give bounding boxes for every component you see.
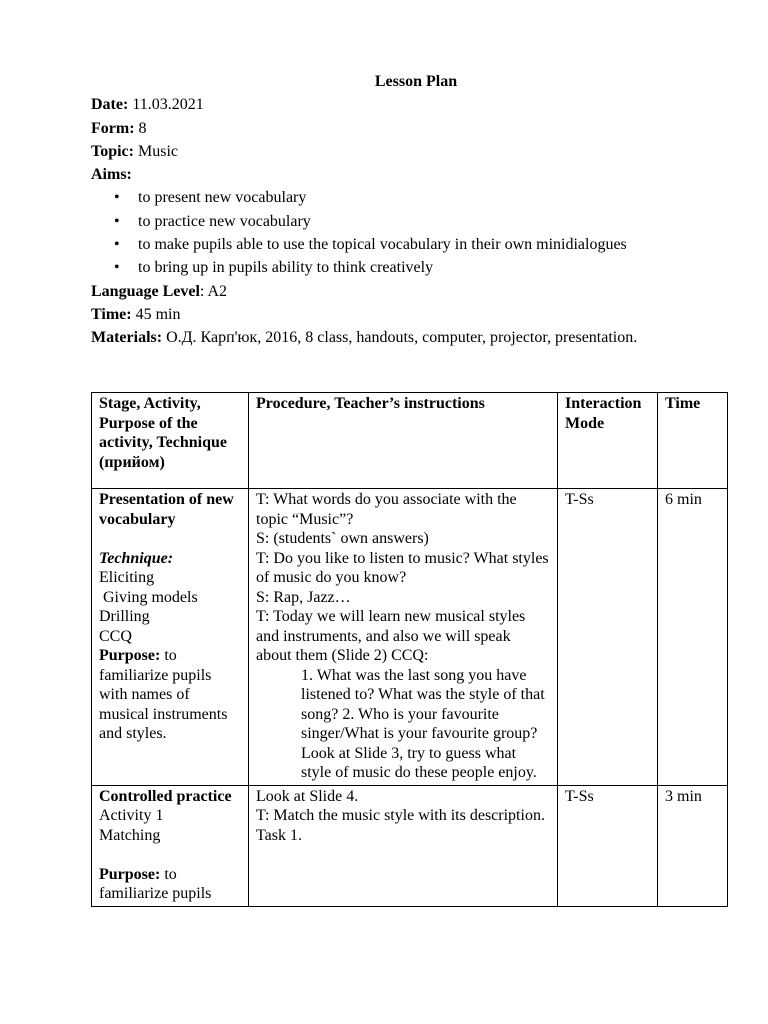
activity-label: Activity 1 (99, 807, 164, 824)
procedure-line: T: Match the music style with its description. (256, 807, 545, 824)
aim-item: • to present new vocabulary (138, 186, 731, 209)
purpose-label: Purpose: (99, 647, 161, 664)
aims-line (91, 163, 731, 186)
activity-type: Matching (99, 826, 161, 844)
language-level-line (91, 280, 731, 303)
procedure-line: T: Today we will learn new musical styles and instruments, and also we will speak about them (Slide 2) CCQ: (256, 608, 526, 664)
topic-line (91, 140, 731, 163)
purpose-value: to familiarize pupils with names of musical instruments and styles. (99, 647, 228, 742)
header-time: Time (658, 393, 728, 489)
procedure-line: S: Rap, Jazz… (256, 588, 351, 606)
stage-cell (92, 489, 249, 786)
table-header-row (92, 393, 728, 489)
language-level-label: Language Level (91, 282, 200, 300)
date-line (91, 93, 731, 116)
lesson-plan-header (91, 70, 731, 350)
topic-value: Music (133, 142, 178, 160)
interaction-mode-cell: T-Ss (558, 785, 658, 906)
topic-label: Topic: (91, 142, 134, 160)
date-value: 11.03.2021 (128, 96, 204, 114)
technique-item: Giving models (99, 588, 198, 606)
materials-value: О.Д. Карп'юк, 2016, 8 class, handouts, computer, projector, presentation. (162, 329, 638, 347)
stage-title: Controlled practice (99, 787, 232, 805)
procedure-cell (249, 785, 558, 906)
aims-list (91, 186, 731, 279)
procedure-line: S: (students` own answers) (256, 530, 429, 547)
purpose-value: to familiarize pupils (99, 865, 212, 902)
purpose-text (99, 865, 241, 904)
table-row (92, 785, 728, 906)
purpose-label: Purpose: (99, 865, 161, 883)
technique-item: CCQ (99, 627, 132, 645)
aims-label: Aims: (91, 166, 132, 184)
language-level-value: : A2 (199, 282, 228, 300)
materials-line (91, 326, 731, 349)
purpose-text (99, 646, 241, 744)
procedure-line: Look at Slide 4. (256, 787, 359, 805)
procedure-line: Task 1. (256, 826, 302, 844)
procedure-ccq: Look at Slide 3, try to guess what style of music do these people enjoy. (301, 744, 537, 781)
procedure-line: T: Do you like to listen to music? What styles of music do you know? (256, 549, 549, 586)
time-label: Time: (91, 305, 132, 323)
header-interaction-mode: Interaction Mode (558, 393, 658, 489)
time-cell: 3 min (658, 785, 728, 906)
page-title: Lesson Plan (374, 73, 458, 90)
stage-cell (92, 785, 249, 906)
procedure-cell (249, 489, 558, 786)
time-cell: 6 min (658, 489, 728, 786)
aim-item: • to bring up in pupils ability to think creatively (138, 256, 731, 279)
interaction-mode-cell: T-Ss (558, 489, 658, 786)
technique-label: Technique: (99, 549, 174, 567)
lesson-plan-table (91, 392, 728, 907)
time-line (91, 303, 731, 326)
aim-item: • to practice new vocabulary (138, 210, 731, 233)
form-value: 8 (134, 119, 147, 137)
procedure-line: T: What words do you associate with the topic “Music”? (256, 491, 517, 528)
header-stage: Stage, Activity, Purpose of the activity, Technique (прийом) (92, 393, 249, 489)
header-procedure: Procedure, Teacher’s instructions (249, 393, 558, 489)
materials-label: Materials: (91, 329, 163, 347)
time-value: 45 min (131, 305, 181, 323)
stage-title: Presentation of new vocabulary (99, 491, 234, 528)
procedure-ccq: 1. What was the last song you have listened to? What was the style of that song? 2. Who is your favourite singer/What is your favourite group? (301, 666, 545, 742)
technique-item: Drilling (99, 608, 150, 625)
technique-item: Eliciting (99, 569, 155, 586)
date-label: Date: (91, 96, 129, 114)
form-line (91, 117, 731, 140)
table-row (92, 489, 728, 786)
form-label: Form: (91, 119, 135, 137)
aim-item: • to make pupils able to use the topical vocabulary in their own minidialogues (138, 233, 731, 256)
